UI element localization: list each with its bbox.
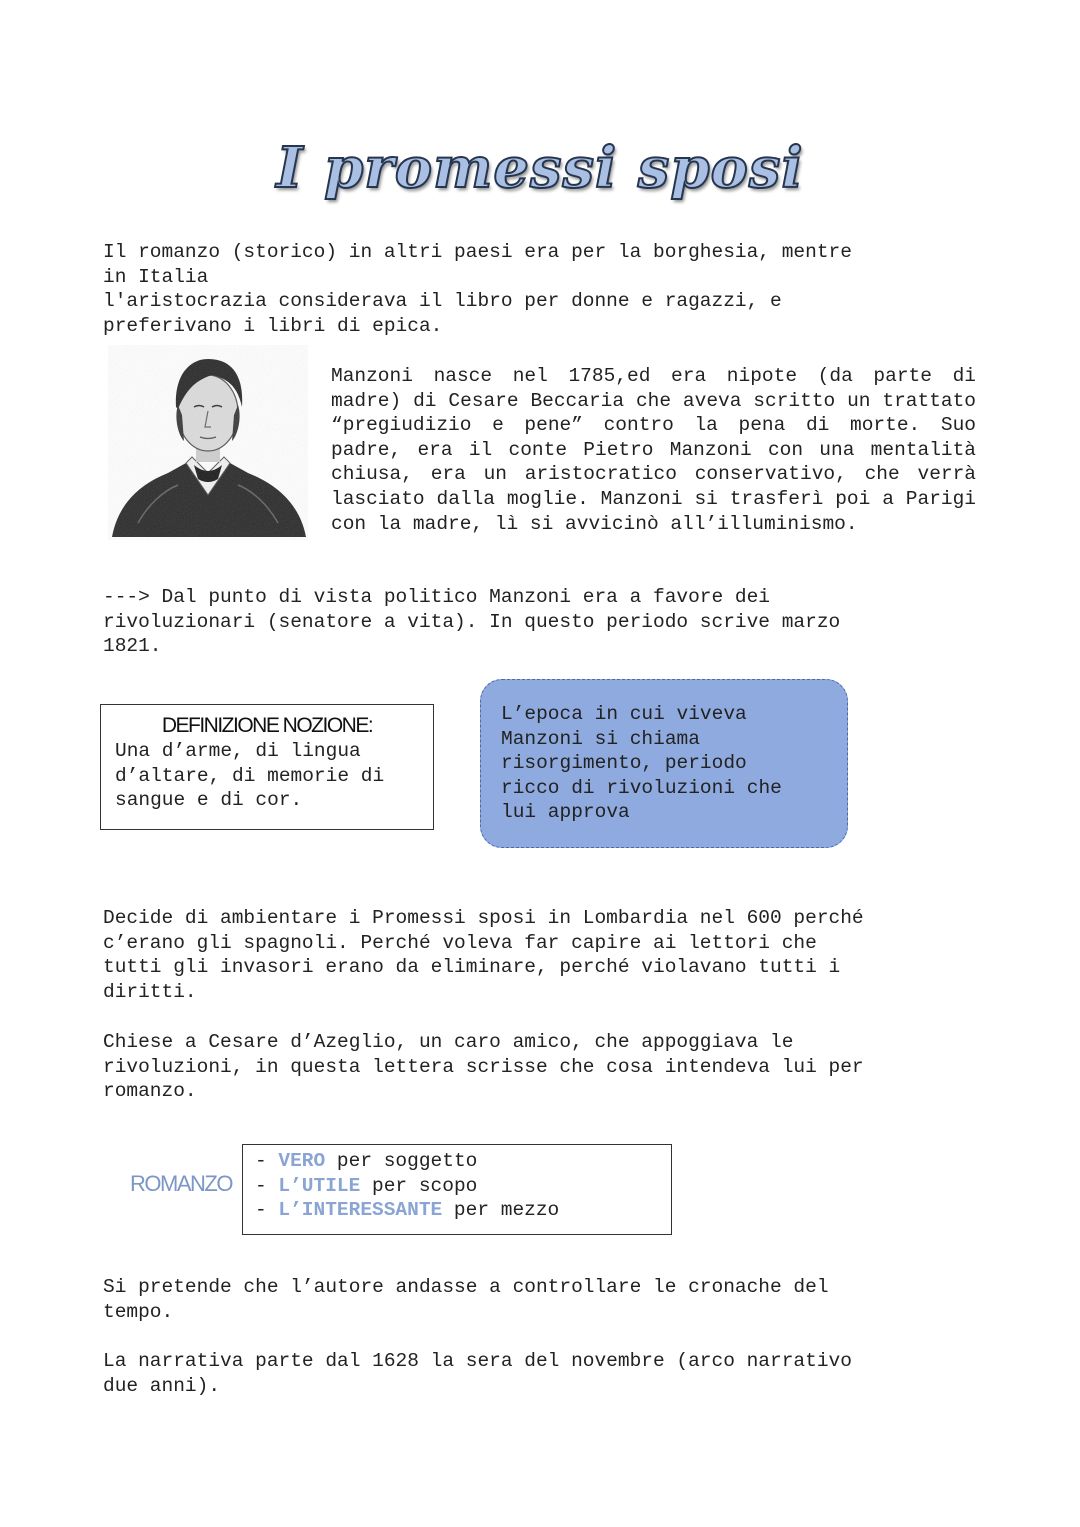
romanzo-item: - L’INTERESSANTE per mezzo — [255, 1199, 560, 1222]
setting-paragraph: Decide di ambientare i Promessi sposi in Lombardia nel 600 perché c’erano gli spagnoli. Perché voleva far capire ai lettori che tutti gli invasori erano da eliminare, perché violavano tutti i diritti. — [103, 907, 864, 1003]
azeglio-paragraph: Chiese a Cesare d’Azeglio, un caro amico, che appoggiava le rivoluzioni, in questa lettera scrisse che cosa intendeva lui per romanzo. — [103, 1031, 864, 1103]
definition-text: Una d’arme, di lingua d’altare, di memorie di sangue e di cor. — [115, 740, 385, 812]
definition-title: DEFINIZIONE NOZIONE: — [161, 714, 373, 737]
biography-paragraph: Manzoni nasce nel 1785,ed era nipote (da parte di madre) di Cesare Beccaria che aveva scritto un trattato “pregiudizio e pene” contro la pena di morte. Suo padre, era il conte Pietro Manzoni con una mentalità chiusa, era un aristocratico conservativo, che verrà lasciato dalla moglie. Manzoni si trasferì poi a Parigi con la madre, lì si avvicinò all’illuminismo. — [331, 365, 976, 535]
romanzo-label: ROMANZO — [130, 1171, 232, 1196]
romanzo-keyword: VERO — [278, 1150, 326, 1172]
epoch-note-box: L’epoca in cui viveva Manzoni si chiama risorgimento, periodo ricco di rivoluzioni che lui approva — [480, 679, 848, 848]
politics-paragraph: ---> Dal punto di vista politico Manzoni era a favore dei rivoluzionari (senatore a vita). In questo periodo scrive marzo 1821. — [103, 586, 841, 658]
definition-box — [100, 704, 434, 830]
manzoni-portrait — [108, 345, 308, 540]
chronicles-paragraph: Si pretende che l’autore andasse a controllare le cronache del tempo. — [103, 1276, 829, 1323]
narrative-paragraph: La narrativa parte dal 1628 la sera del novembre (arco narrativo due anni). — [103, 1350, 852, 1397]
romanzo-keyword: L’UTILE — [278, 1174, 361, 1197]
romanzo-keyword: L’INTERESSANTE — [278, 1199, 443, 1222]
romanzo-item: - L’UTILE per scopo — [255, 1174, 478, 1197]
intro-paragraph: Il romanzo (storico) in altri paesi era per la borghesia, mentre in Italia l'aristocrazia considerava il libro per donne e ragazzi, e preferivano i libri di epica. — [103, 241, 852, 337]
romanzo-item: - VERO per soggetto — [255, 1150, 478, 1172]
romanzo-definition-box — [242, 1144, 672, 1235]
page-title: I promessi sposi — [276, 135, 804, 201]
